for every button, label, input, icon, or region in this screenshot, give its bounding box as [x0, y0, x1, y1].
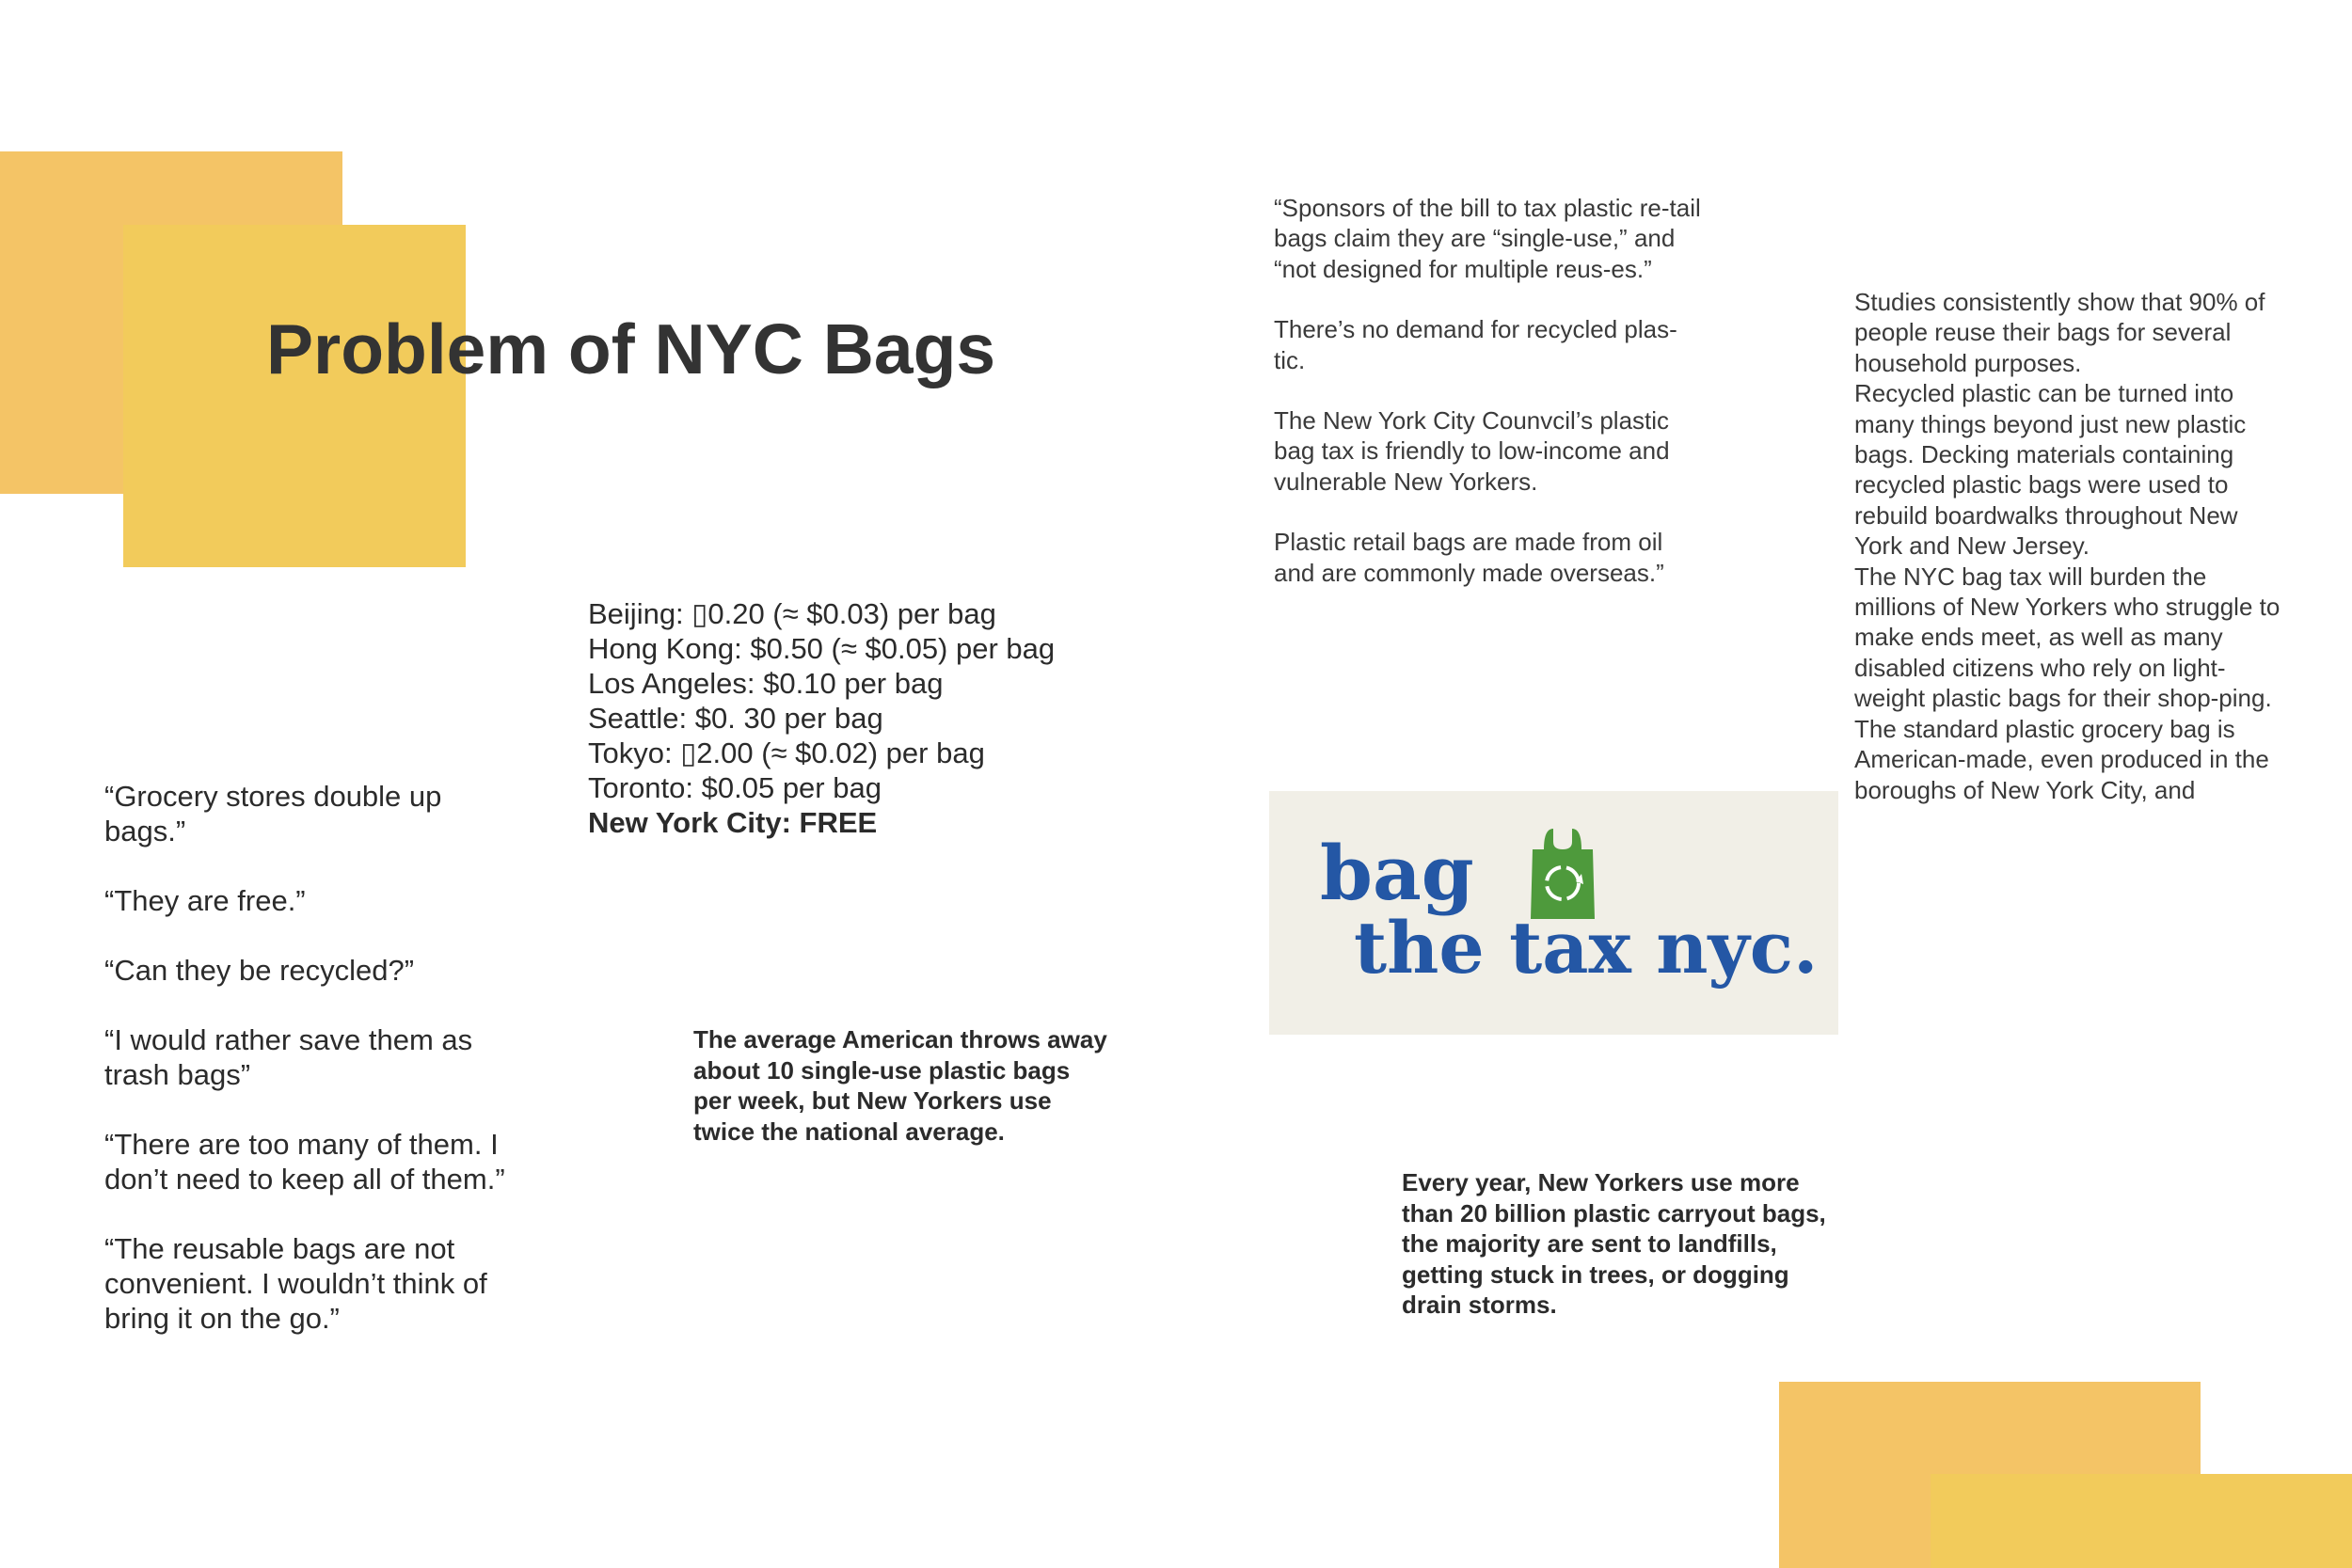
- price-item: Seattle: $0. 30 per bag: [588, 702, 883, 735]
- bag-prices-list: [588, 596, 1115, 840]
- price-item: Toronto: $0.05 per bag: [588, 771, 882, 804]
- sponsor-paragraph: The New York City Counvcil’s plastic bag tax is friendly to low-income and vulnerable New Yorkers.: [1274, 406, 1670, 496]
- quote-item: “They are free.”: [104, 884, 306, 917]
- sponsor-quote: [1274, 193, 1707, 618]
- studies-paragraph: The standard plastic grocery bag is American-made, even produced in the boroughs of New York City, and: [1854, 714, 2269, 804]
- studies-paragraph: Studies consistently show that 90% of people reuse their bags for several household purposes.: [1854, 288, 2265, 377]
- logo-line-bag: bag: [1320, 829, 1474, 917]
- quote-item: “The reusable bags are not convenient. I wouldn’t think of bring it on the go.”: [104, 1232, 487, 1335]
- price-item: Los Angeles: $0.10 per bag: [588, 667, 944, 700]
- customer-quotes: [104, 779, 509, 1370]
- yellow-block-top-left: [123, 225, 466, 567]
- price-item-nyc: New York City: FREE: [588, 806, 878, 839]
- yellow-block-bottom-right: [1931, 1474, 2352, 1568]
- sponsor-paragraph: There’s no demand for recycled plas-tic.: [1274, 315, 1677, 374]
- quote-item: “Can they be recycled?”: [104, 954, 415, 987]
- bag-the-tax-logo: [1269, 791, 1838, 1035]
- studies-paragraph: Recycled plastic can be turned into many things beyond just new plastic bags. Decking materials containing recycled plastic bags were used to rebuild boardwalks throughout New York and New Jersey.: [1854, 379, 2247, 561]
- price-item: Hong Kong: $0.50 (≈ $0.05) per bag: [588, 632, 1056, 665]
- fact-yearly-usage: Every year, New Yorkers use more than 20 billion plastic carryout bags, the majority are sent to landfills, getting stuck in trees, or dogging drain storms.: [1402, 1168, 1826, 1319]
- logo-line-tax-nyc: the tax nyc.: [1354, 906, 1819, 990]
- price-item: Tokyo: ▯2.00 (≈ $0.02) per bag: [588, 736, 985, 769]
- quote-item: “There are too many of them. I don’t need to keep all of them.”: [104, 1128, 505, 1196]
- quote-item: “Grocery stores double up bags.”: [104, 780, 442, 847]
- page-title: Problem of NYC Bags: [266, 309, 996, 388]
- sponsor-paragraph: Plastic retail bags are made from oil and are commonly made overseas.”: [1274, 528, 1664, 587]
- price-item: Beijing: ▯0.20 (≈ $0.03) per bag: [588, 597, 996, 630]
- studies-column: [1854, 287, 2289, 805]
- sponsor-paragraph: “Sponsors of the bill to tax plastic re-tail bags claim they are “single-use,” and “not designed for multiple reus-es.”: [1274, 194, 1701, 283]
- studies-paragraph: The NYC bag tax will burden the millions of New Yorkers who struggle to make ends meet, as well as many disabled citizens who rely on light-weight plastic bags for their shop-ping.: [1854, 562, 2280, 713]
- fact-average-american: The average American throws away about 10 single-use plastic bags per week, but New Yorkers use twice the national average.: [693, 1025, 1107, 1146]
- quote-item: “I would rather save them as trash bags”: [104, 1023, 473, 1091]
